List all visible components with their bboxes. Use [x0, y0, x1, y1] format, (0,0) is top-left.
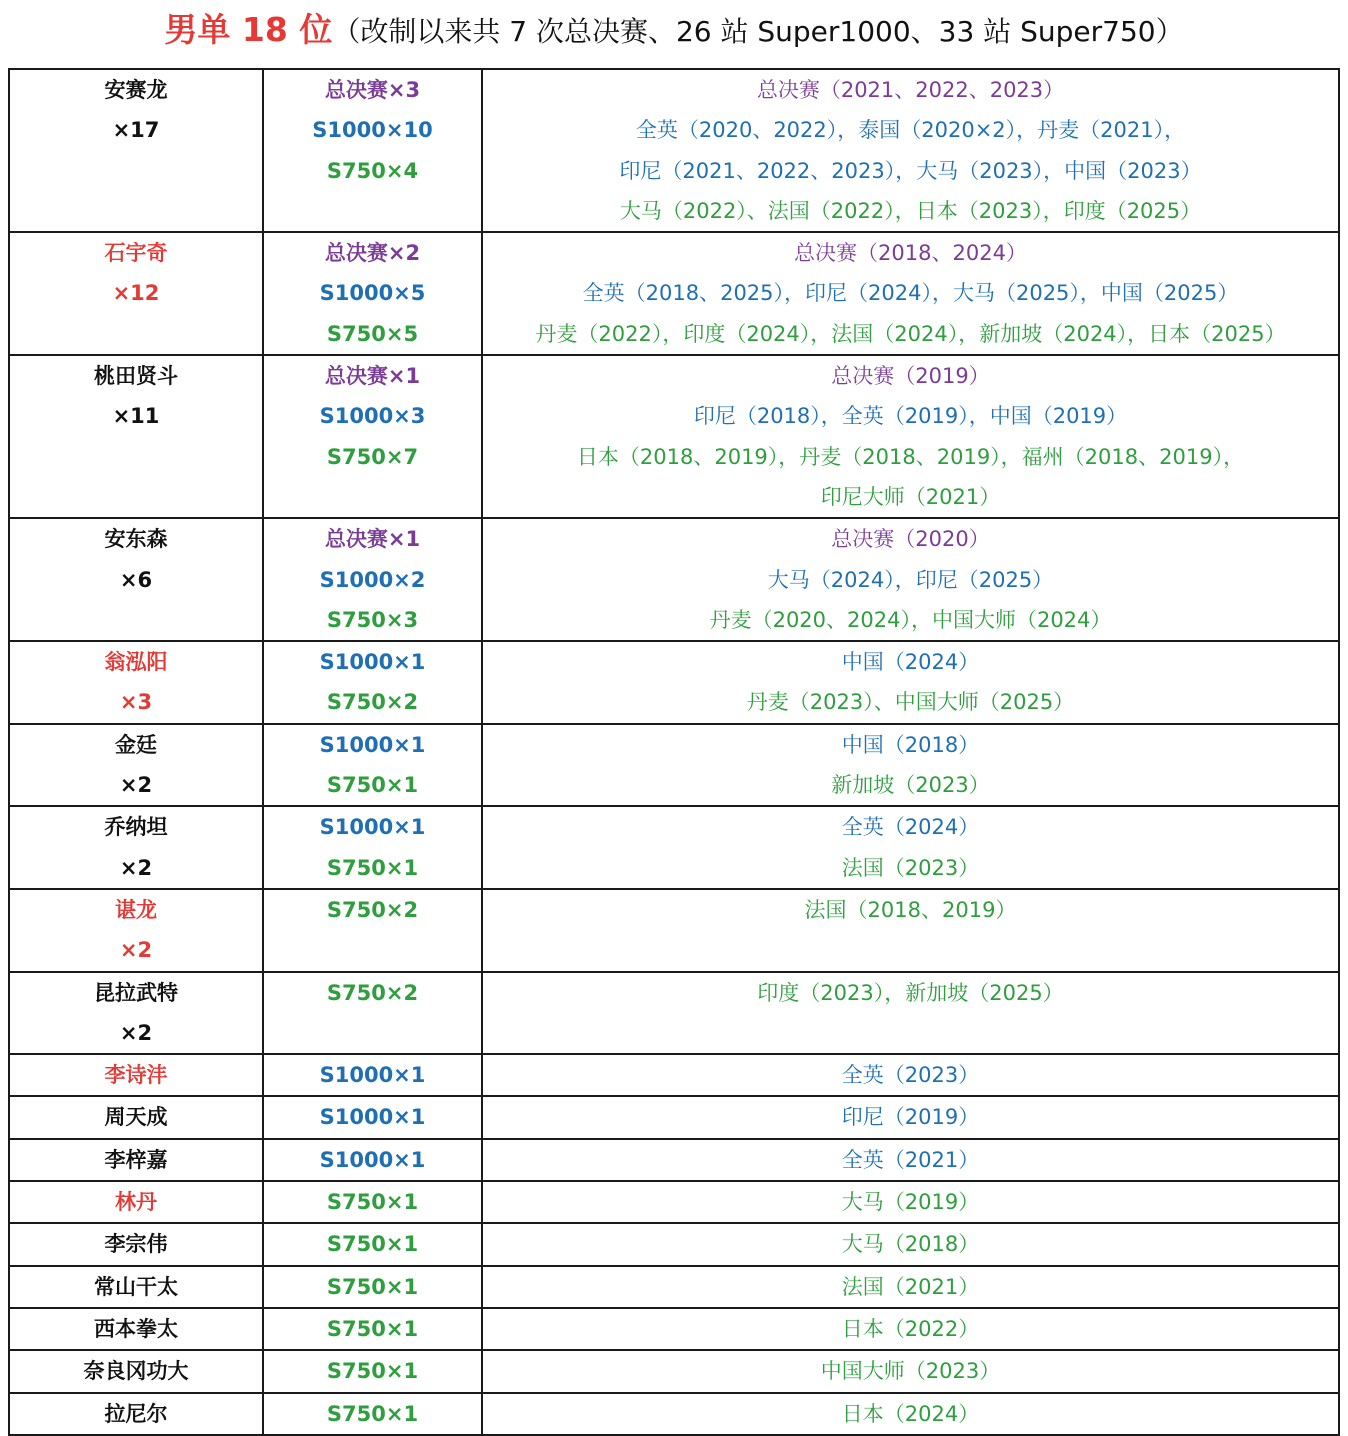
- table-row: [9, 1393, 1339, 1435]
- title-details-cell: [482, 232, 1339, 355]
- tier-summary-s1000: S1000×1: [319, 1063, 426, 1088]
- player-name: 周天成: [104, 1105, 168, 1130]
- title-detail-s750: 法国（2023）: [841, 855, 980, 880]
- title-details-cell: [482, 69, 1339, 232]
- title-detail-s1000: 印尼（2019）: [841, 1105, 980, 1130]
- tier-summary-cell: [263, 232, 482, 355]
- table-row: [9, 1308, 1339, 1350]
- player-title-count: ×2: [119, 938, 153, 963]
- player-name: 林丹: [115, 1190, 157, 1215]
- player-title-count: ×2: [119, 773, 153, 798]
- player-name-cell: [9, 1308, 263, 1350]
- player-name-cell: [9, 641, 263, 724]
- player-name-cell: [9, 724, 263, 807]
- title-subtitle: （改制以来共 7 次总决赛、26 站 Super1000、33 站 Super750）: [332, 15, 1184, 48]
- tier-summary-s1000: S1000×10: [312, 118, 433, 143]
- player-name-cell: [9, 1181, 263, 1223]
- title-details-cell: [482, 972, 1339, 1055]
- tier-summary-s750: S750×4: [326, 158, 419, 183]
- title-details-cell: [482, 1266, 1339, 1308]
- title-detail-s1000: 中国（2024）: [841, 650, 980, 675]
- title-detail-s750: 大马（2019）: [841, 1190, 980, 1215]
- player-name-cell: [9, 806, 263, 889]
- table-row: [9, 724, 1339, 807]
- table-row: [9, 1054, 1339, 1096]
- title-main: 男单 18 位: [164, 10, 333, 49]
- tier-summary-s750: S750×1: [326, 1316, 419, 1341]
- title-detail-s1000: 全英（2021）: [841, 1147, 980, 1172]
- player-title-count: ×2: [119, 855, 153, 880]
- title-detail-s750: 印尼大师（2021）: [820, 484, 1001, 509]
- tier-summary-s750: S750×3: [326, 607, 419, 632]
- tier-summary-s1000: S1000×1: [319, 1105, 426, 1130]
- player-name: 李宗伟: [104, 1232, 168, 1257]
- tier-summary-cell: [263, 889, 482, 972]
- tier-summary-s750: S750×2: [326, 690, 419, 715]
- title-details-cell: [482, 1350, 1339, 1392]
- title-details-cell: [482, 1054, 1339, 1096]
- player-title-count: ×11: [112, 404, 160, 429]
- title-detail-s1000: 全英（2023）: [841, 1063, 980, 1088]
- title-details-cell: [482, 641, 1339, 724]
- title-detail-s750: 大马（2018）: [841, 1232, 980, 1257]
- tier-summary-s750: S750×1: [326, 1232, 419, 1257]
- table-row: [9, 1181, 1339, 1223]
- tier-summary-cell: [263, 806, 482, 889]
- tier-summary-cell: [263, 1223, 482, 1265]
- title-detail-s750: 新加坡（2023）: [831, 773, 990, 798]
- player-name-cell: [9, 232, 263, 355]
- tier-summary-s1000: S1000×1: [319, 815, 426, 840]
- title-detail-s750: 日本（2018、2019），丹麦（2018、2019），福州（2018、2019），: [576, 444, 1245, 469]
- player-title-count: ×12: [112, 281, 160, 306]
- title-detail-s750: 丹麦（2020、2024），中国大师（2024）: [709, 607, 1112, 632]
- tier-summary-s1000: S1000×3: [319, 404, 426, 429]
- player-name: 桃田贤斗: [94, 364, 178, 389]
- player-name-cell: [9, 972, 263, 1055]
- table-row: [9, 1139, 1339, 1181]
- player-name: 乔纳坦: [104, 815, 168, 840]
- tier-summary-s1000: S1000×2: [319, 567, 426, 592]
- title-detail-finals: 总决赛（2018、2024）: [794, 241, 1027, 266]
- title-details-cell: [482, 1308, 1339, 1350]
- tier-summary-s1000: S1000×1: [319, 1147, 426, 1172]
- player-name: 拉尼尔: [104, 1401, 168, 1426]
- title-detail-finals: 总决赛（2019）: [831, 364, 990, 389]
- table-row: [9, 1223, 1339, 1265]
- table-body: [9, 69, 1339, 1435]
- title-details-cell: [482, 518, 1339, 641]
- tier-summary-cell: [263, 1139, 482, 1181]
- title-detail-s1000: 全英（2024）: [841, 815, 980, 840]
- player-name: 奈良冈功大: [83, 1359, 189, 1384]
- tier-summary-finals: 总决赛×1: [324, 364, 421, 389]
- player-name: 石宇奇: [104, 241, 168, 266]
- title-detail-s1000: 印尼（2018），全英（2019），中国（2019）: [693, 404, 1128, 429]
- title-detail-s1000: 全英（2020、2022），泰国（2020×2），丹麦（2021），: [635, 118, 1186, 143]
- player-name: 李梓嘉: [104, 1147, 168, 1172]
- player-name-cell: [9, 1266, 263, 1308]
- tier-summary-s750: S750×1: [326, 855, 419, 880]
- tier-summary-cell: [263, 1181, 482, 1223]
- title-details-cell: [482, 1139, 1339, 1181]
- table-row: [9, 889, 1339, 972]
- tier-summary-cell: [263, 69, 482, 232]
- player-title-count: ×6: [119, 567, 153, 592]
- title-detail-finals: 总决赛（2020）: [831, 527, 990, 552]
- table-row: [9, 1350, 1339, 1392]
- tier-summary-s750: S750×1: [326, 1274, 419, 1299]
- title-details-cell: [482, 1393, 1339, 1435]
- title-details-cell: [482, 889, 1339, 972]
- table-row: [9, 1266, 1339, 1308]
- tier-summary-cell: [263, 518, 482, 641]
- tier-summary-cell: [263, 1350, 482, 1392]
- player-name: 昆拉武特: [94, 980, 178, 1005]
- player-name-cell: [9, 1139, 263, 1181]
- title-detail-s750: 日本（2022）: [841, 1316, 980, 1341]
- table-row: [9, 518, 1339, 641]
- tier-summary-s750: S750×1: [326, 773, 419, 798]
- title-detail-s750: 丹麦（2022），印度（2024），法国（2024），新加坡（2024），日本（2025）: [535, 321, 1286, 346]
- player-title-count: ×17: [112, 118, 160, 143]
- player-name-cell: [9, 1096, 263, 1138]
- title-detail-s1000: 全英（2018、2025），印尼（2024），大马（2025），中国（2025）: [582, 281, 1239, 306]
- title-details-cell: [482, 806, 1339, 889]
- player-title-count: ×2: [119, 1020, 153, 1045]
- tier-summary-s1000: S1000×1: [319, 650, 426, 675]
- table-row: [9, 69, 1339, 232]
- player-name: 安赛龙: [104, 78, 168, 102]
- player-title-count: ×3: [119, 690, 153, 715]
- tier-summary-s750: S750×1: [326, 1401, 419, 1426]
- tier-summary-finals: 总决赛×3: [324, 78, 421, 102]
- title-detail-s750: 日本（2024）: [841, 1401, 980, 1426]
- player-name: 李诗沣: [104, 1063, 168, 1088]
- tier-summary-cell: [263, 1054, 482, 1096]
- title-details-cell: [482, 724, 1339, 807]
- table-row: [9, 641, 1339, 724]
- tier-summary-s750: S750×7: [326, 444, 419, 469]
- player-name-cell: [9, 1054, 263, 1096]
- tier-summary-cell: [263, 972, 482, 1055]
- tier-summary-finals: 总决赛×1: [324, 527, 421, 552]
- title-detail-s750: 印度（2023），新加坡（2025）: [757, 980, 1064, 1005]
- title-details-cell: [482, 1181, 1339, 1223]
- tier-summary-cell: [263, 1393, 482, 1435]
- player-name: 翁泓阳: [104, 650, 168, 675]
- tier-summary-cell: [263, 1266, 482, 1308]
- title-details-cell: [482, 355, 1339, 518]
- title-detail-s750: 法国（2021）: [841, 1274, 980, 1299]
- title-detail-s750: 中国大师（2023）: [820, 1359, 1001, 1384]
- tier-summary-s750: S750×1: [326, 1190, 419, 1215]
- title-details-cell: [482, 1096, 1339, 1138]
- table-row: [9, 232, 1339, 355]
- tier-summary-cell: [263, 1308, 482, 1350]
- title-details-cell: [482, 1223, 1339, 1265]
- table-row: [9, 355, 1339, 518]
- player-name: 安东森: [104, 527, 168, 552]
- player-name-cell: [9, 1350, 263, 1392]
- tier-summary-finals: 总决赛×2: [324, 241, 421, 266]
- title-detail-s750: 大马（2022）、法国（2022），日本（2023），印度（2025）: [619, 198, 1202, 223]
- player-name: 谌龙: [115, 897, 157, 922]
- title-detail-s1000: 大马（2024），印尼（2025）: [767, 567, 1054, 592]
- tier-summary-s750: S750×1: [326, 1359, 419, 1384]
- title-detail-s1000: 印尼（2021、2022、2023），大马（2023），中国（2023）: [619, 158, 1202, 183]
- player-name: 西本拳太: [94, 1316, 178, 1341]
- player-name: 金廷: [115, 732, 157, 757]
- tier-summary-cell: [263, 355, 482, 518]
- tier-summary-s1000: S1000×1: [319, 732, 426, 757]
- player-name-cell: [9, 1223, 263, 1265]
- page-title: [0, 6, 1348, 54]
- tier-summary-s750: S750×2: [326, 980, 419, 1005]
- table-row: [9, 972, 1339, 1055]
- player-name-cell: [9, 69, 263, 232]
- player-name-cell: [9, 1393, 263, 1435]
- champions-table: [8, 68, 1340, 1436]
- table-row: [9, 806, 1339, 889]
- tier-summary-cell: [263, 1096, 482, 1138]
- tier-summary-s750: S750×2: [326, 897, 419, 922]
- tier-summary-cell: [263, 641, 482, 724]
- title-detail-s1000: 中国（2018）: [841, 732, 980, 757]
- title-detail-s750: 丹麦（2023）、中国大师（2025）: [746, 690, 1075, 715]
- tier-summary-cell: [263, 724, 482, 807]
- table-row: [9, 1096, 1339, 1138]
- tier-summary-s1000: S1000×5: [319, 281, 426, 306]
- player-name-cell: [9, 518, 263, 641]
- title-detail-s750: 法国（2018、2019）: [804, 897, 1017, 922]
- player-name: 常山干太: [94, 1274, 178, 1299]
- player-name-cell: [9, 889, 263, 972]
- tier-summary-s750: S750×5: [326, 321, 419, 346]
- title-detail-finals: 总决赛（2021、2022、2023）: [756, 78, 1065, 102]
- player-name-cell: [9, 355, 263, 518]
